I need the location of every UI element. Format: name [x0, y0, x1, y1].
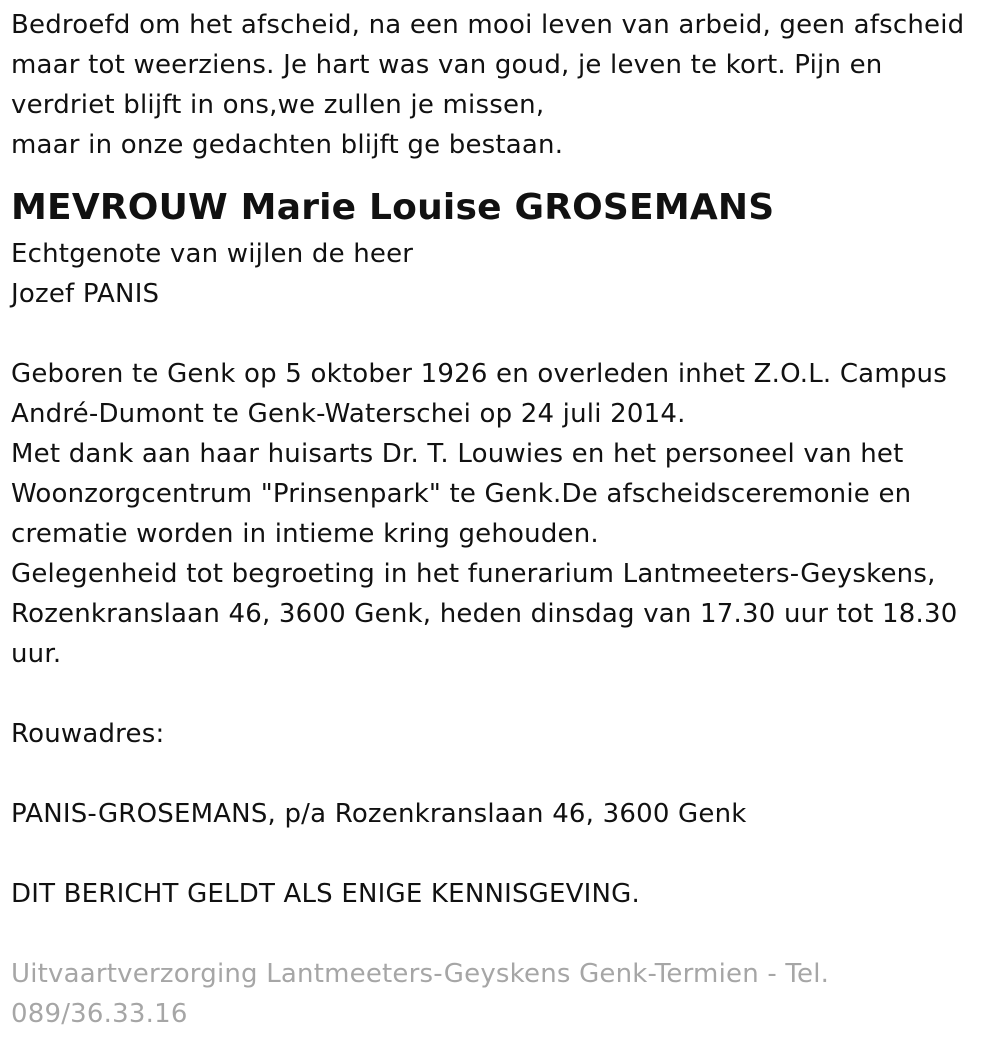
intro-line: Bedroefd om het afscheid, na een mooi leven van arbeid, geen afscheid: [11, 10, 965, 40]
relation-block: [11, 234, 991, 314]
details-line: Geboren te Genk op 5 oktober 1926 en overleden inhet Z.O.L. Campus: [11, 359, 947, 389]
relation-line: Echtgenote van wijlen de heer: [11, 239, 414, 269]
details-line: Woonzorgcentrum "Prinsenpark" te Genk.De afscheidsceremonie en: [11, 479, 912, 509]
details-line: Met dank aan haar huisarts Dr. T. Louwies en het personeel van het: [11, 439, 904, 469]
intro-paragraph: [11, 5, 991, 165]
intro-line: maar in onze gedachten blijft ge bestaan.: [11, 130, 564, 160]
intro-line: maar tot weerziens. Je hart was van goud, je leven te kort. Pijn en: [11, 50, 883, 80]
address-value: PANIS-GROSEMANS, p/a Rozenkranslaan 46, 3600 Genk: [11, 799, 747, 829]
spacer: [11, 914, 991, 954]
spacer: [11, 314, 991, 354]
notice-text: DIT BERICHT GELDT ALS ENIGE KENNISGEVING.: [11, 879, 640, 909]
address-label: Rouwadres:: [11, 719, 165, 749]
relation-line: Jozef PANIS: [11, 279, 160, 309]
intro-line: verdriet blijft in ons,we zullen je missen,: [11, 90, 545, 120]
footer-line: Uitvaartverzorging Lantmeeters-Geyskens Genk-Termien - Tel.: [11, 959, 830, 989]
details-paragraph: [11, 354, 991, 674]
funeral-home-footer: [11, 954, 991, 1034]
details-line: Rozenkranslaan 46, 3600 Genk, heden dinsdag van 17.30 uur tot 18.30: [11, 599, 958, 629]
obituary-notice: [11, 0, 991, 1034]
footer-phone: 089/36.33.16: [11, 999, 188, 1029]
details-line: uur.: [11, 639, 62, 669]
details-line: crematie worden in intieme kring gehouden.: [11, 519, 599, 549]
details-line: Gelegenheid tot begroeting in het funerarium Lantmeeters-Geyskens,: [11, 559, 936, 589]
spacer: [11, 834, 991, 874]
spacer: [11, 674, 991, 714]
details-line: André-Dumont te Genk-Waterschei op 24 juli 2014.: [11, 399, 686, 429]
spacer: [11, 754, 991, 794]
deceased-name: MEVROUW Marie Louise GROSEMANS: [11, 187, 775, 228]
